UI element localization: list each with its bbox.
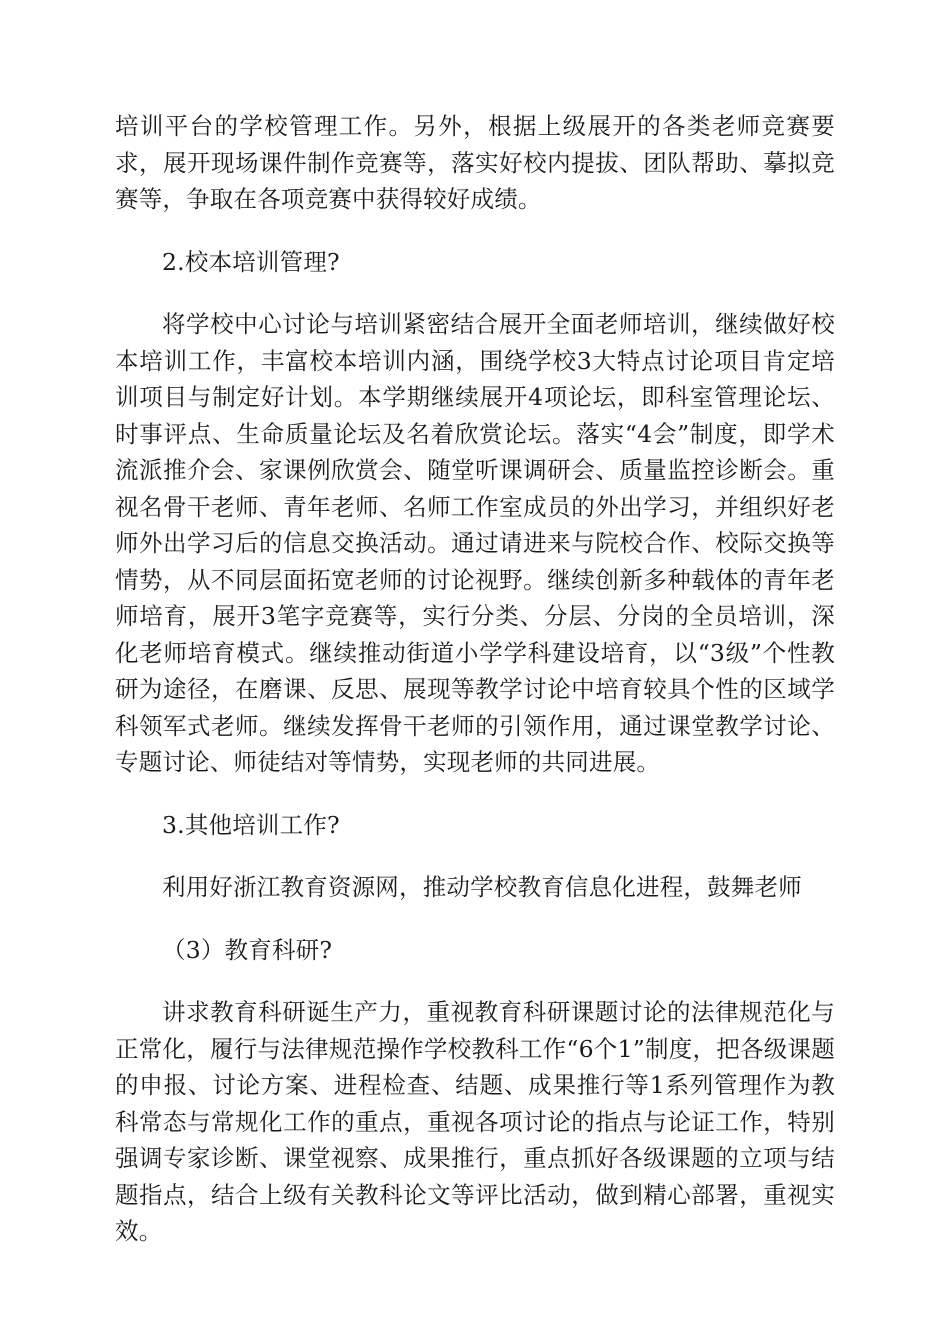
paragraph-education-research: 讲求教育科研诞生产力，重视教育科研课题讨论的法律规范化与正常化，履行与法律规范操作学校教科工作“6个1”制度，把各级课题的申报、讨论方案、进程检查、结题、成果推行等1系列管理作为教科常态与常规化工作的重点，重视各项讨论的指点与论证工作，特别强调专家诊断、课堂视察、成果推行，重点抓好各级课题的立项与结题指点，结合上级有关教科论文等评比活动，做到精心部署，重视实效。 bbox=[115, 998, 835, 1245]
document-page bbox=[115, 108, 835, 1250]
section-heading-education-research: （3）教育科研? bbox=[162, 935, 333, 964]
paragraph-training-platform: 培训平台的学校管理工作。另外，根据上级展开的各类老师竞赛要求，展开现场课件制作竞赛等，落实好校内提拔、团队帮助、摹拟竞赛等，争取在各项竞赛中获得较好成绩。 bbox=[115, 112, 835, 213]
paragraph-school-training: 将学校中心讨论与培训紧密结合展开全面老师培训，继续做好校本培训工作，丰富校本培训内涵，围绕学校3大特点讨论项目肯定培训项目与制定好计划。本学期继续展开4项论坛，即科室管理论坛、时事评点、生命质量论坛及名着欣赏论坛。落实“4会”制度，即学术流派推介会、家课例欣赏会、随堂听课调研会、质量监控诊断会。重视名骨干老师、青年老师、名师工作室成员的外出学习，并组织好老师外出学习后的信息交换活动。通过请进来与院校合作、校际交换等情势，从不同层面拓宽老师的讨论视野。继续创新多种载体的青年老师培育，展开3笔字竞赛等，实行分类、分层、分岗的全员培训，深化老师培育模式。继续推动街道小学学科建设培育，以“3级”个性教研为途径，在磨课、反思、展现等教学讨论中培育较具个性的区域学科领军式老师。继续发挥骨干老师的引领作用，通过课堂教学讨论、专题讨论、师徒结对等情势，实现老师的共同进展。 bbox=[115, 310, 835, 776]
section-heading-other-training: 3.其他培训工作? bbox=[162, 810, 340, 839]
paragraph-other-training: 利用好浙江教育资源网，推动学校教育信息化进程，鼓舞老师 bbox=[162, 873, 802, 901]
section-heading-school-training: 2.校本培训管理? bbox=[162, 247, 340, 276]
